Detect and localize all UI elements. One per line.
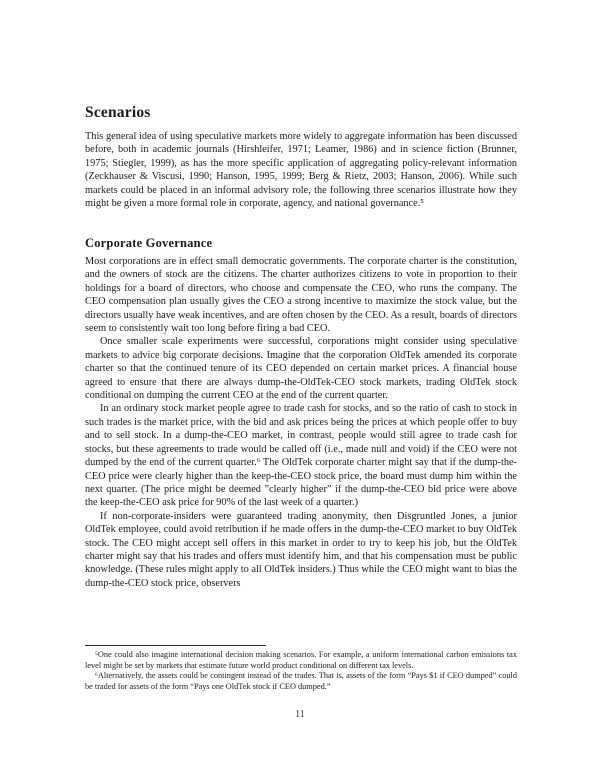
intro-paragraph: This general idea of using speculative markets more widely to aggregate information has been discussed before, both in academic journals (Hirshleifer, 1971; Leamer, 1986) and in science fiction (Brunner, 1975; Stiegler, 1999), as has the more specific application of aggregating policy-relevant information (Zeckhauser & Viscusi, 1990; Hanson, 1995, 1999; Berg & Rietz, 2003; Hanson, 2006). While such markets could be placed in an informal advisory role, the following three scenarios illustrate how they might be given a more formal role in corporate, agency, and national governance.⁵	[85, 131, 517, 210]
page-title: Scenarios	[85, 104, 151, 121]
paragraph-once-smaller: Once smaller scale experiments were successful, corporations might consider using speculative markets to advice big corporate decisions. Imagine that the corporation OldTek amended its corporate charter so that the continued tenure of its CEO depended on certain market prices. A financial house agreed to ensure that there are always dump-the-OldTek-CEO stock markets, trading OldTek stock conditional on dumping the current CEO at the end of the current quarter.	[85, 336, 517, 402]
footnotes	[85, 650, 517, 692]
footnote-separator	[85, 645, 266, 646]
subsection-title: Corporate Governance	[85, 236, 213, 250]
paragraph-insiders: If non-corporate-insiders were guaranteed trading anonymity, then Disgruntled Jones, a junior OldTek employee, could avoid retribution if he made offers in the dump-the-CEO market to buy OldTek stock. The CEO might accept sell offers in this market in order to try to keep his job, but the OldTek charter might say that his trades and offers must identify him, and that his compensation must be public knowledge. (These rules might apply to all OldTek insiders.) Thus while the CEO might want to bias the dump-the-CEO stock price, observers	[85, 510, 517, 589]
paragraph-most-corporations: Most corporations are in effect small democratic governments. The corporate charter is the constitution, and the owners of stock are the citizens. The charter authorizes citizens to vote in proportion to their holdings for a board of directors, who choose and compensate the CEO, who runs the company. The CEO compensation plan usually gives the CEO a strong incentive to maximize the stock value, but the directors usually have weak incentives, and are often chosen by the CEO. As a result, boards of directors seem to consistently wait too long before firing a bad CEO.	[85, 256, 517, 335]
page-number: 11	[295, 709, 305, 720]
subsection-body	[85, 255, 517, 590]
footnote-5: ⁵One could also imagine international decision making scenarios. For example, a uniform international carbon emissions tax level might be set by markets that estimate future world product conditional on different tax levels.	[85, 650, 517, 670]
footnote-6: ⁶Alternatively, the assets could be contingent instead of the trades. That is, assets of the form “Pays $1 if CEO dumped” could be traded for assets of the form “Pays one OldTek stock if CEO dumped.”	[85, 671, 517, 691]
paragraph-ordinary-market: In an ordinary stock market people agree to trade cash for stocks, and so the ratio of cash to stock in such trades is the market price, with the bid and ask prices being the prices at which people offer to buy and to sell stock. In a dump-the-CEO market, in contrast, people would still agree to trade cash for stocks, but these agreements to trade would be called off (i.e., made null and void) if the CEO were not dumped by the end of the current quarter.⁶ The OldTek corporate charter might say that if the dump-the-CEO price were clearly higher than the keep-the-CEO stock price, the board must dump him within the next quarter. (The price might be deemed ”clearly higher” if the dump-the-CEO bid price were above the keep-the-CEO ask price for 90% of the last week of a quarter.)	[85, 403, 517, 509]
